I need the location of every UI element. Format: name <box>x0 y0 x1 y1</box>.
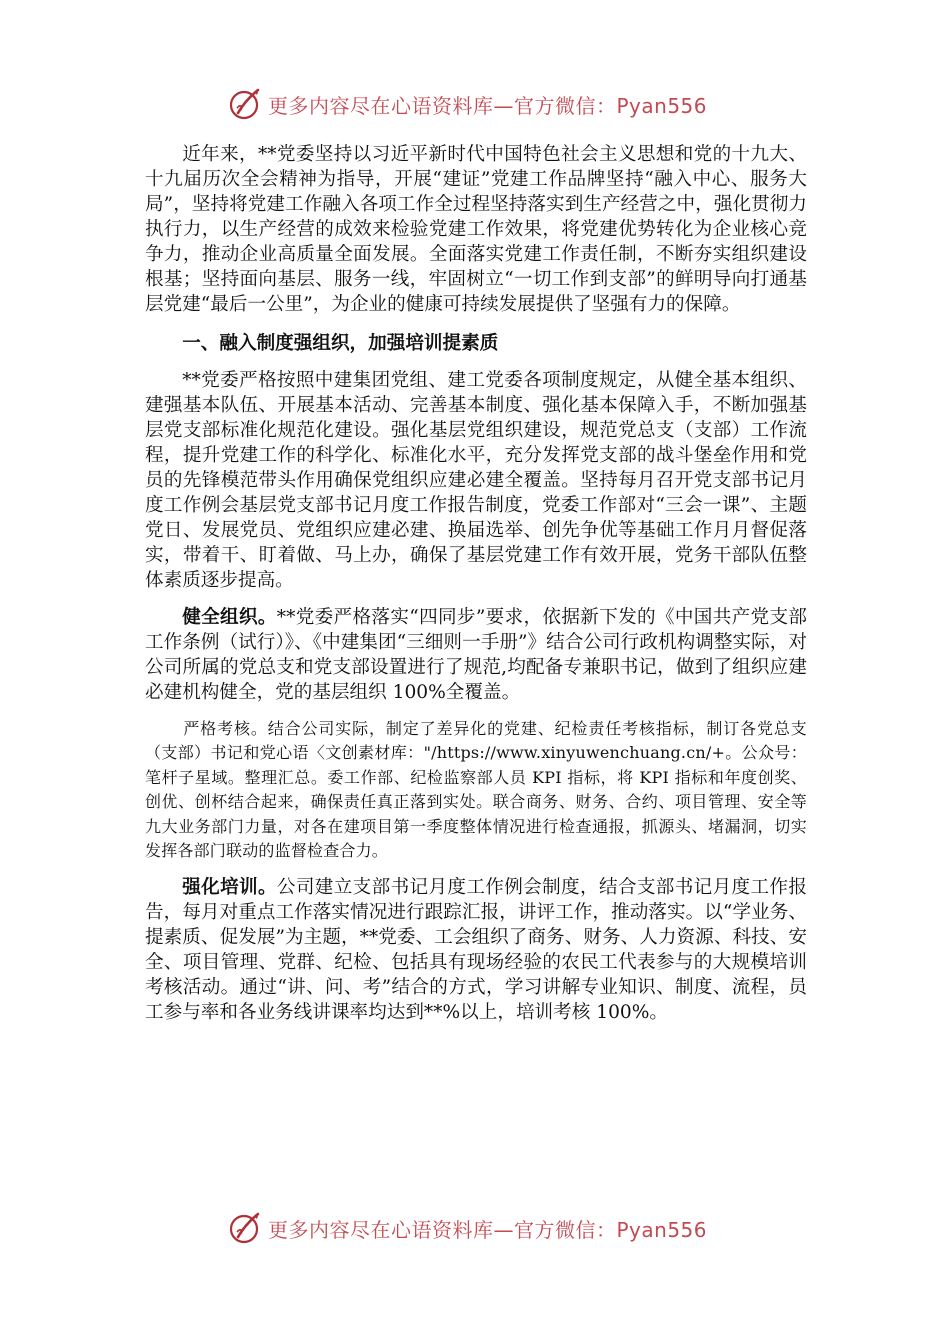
organization-lead: 健全组织。 <box>182 607 277 628</box>
intro-paragraph: 近年来，**党委坚持以习近平新时代中国特色社会主义思想和党的十九大、十九届历次全会精神为指导，开展“建证”党建工作品牌坚持“融入中心、服务大局”，坚持将党建工作融入各项工作全过程坚持落实到生产经营之中，强化贯彻力执行力，以生产经营的成效来检验党建工作效果，将党建优势转化为企业核心竞争力，推动企业高质量全面发展。全面落实党建工作责任制，不断夯实组织建设根基；坚持面向基层、服务一线，牢固树立“一切工作到支部”的鲜明导向打通基层党建“最后一公里”，为企业的健康可持续发展提供了坚强有力的保障。 <box>145 144 807 315</box>
organization-body: **党委严格落实“四同步”要求，依据新下发的《中国共产党支部工作条例（试行）》、《中建集团“三细则一手册”》结合公司行政机构调整实际，对公司所属的党总支和党支部设置进行了规范,均配备专兼职书记，做到了组织应建必建机构健全，党的基层组织 100%全覆盖。 <box>145 607 807 703</box>
training-paragraph <box>145 875 807 1025</box>
pen-logo-icon <box>228 1210 264 1246</box>
assessment-url: "/https://www.xinyuwenchuang.cn/+ <box>423 743 726 763</box>
header-watermark-banner <box>228 84 728 124</box>
assessment-paragraph <box>145 717 807 863</box>
section-paragraph: **党委严格按照中建集团党组、建工党委各项制度规定，从健全基本组织、建强基本队伍、开展基本活动、完善基本制度、强化基本保障入手，不断加强基层党支部标准化规范化建设。强化基层党组织建设，规范党总支（支部）工作流程，提升党建工作的科学化、标准化水平，充分发挥党支部的战斗堡垒作用和党员的先锋模范带头作用确保党组织应建必建全覆盖。坚持每月召开党支部书记月度工作例会基层党支部书记月度工作报告制度，党委工作部对“三会一课”、主题党日、发展党员、党组织应建必建、换届选举、创先争优等基础工作月月督促落实，带着干、盯着做、马上办，确保了基层党建工作有效开展，党务干部队伍整体素质逐步提高。 <box>145 370 807 591</box>
training-lead: 强化培训。 <box>182 877 277 899</box>
watermark-text: 更多内容尽在心语资料库—官方微信：Pyan556 <box>268 93 708 118</box>
assessment-text-2: 。公众号：笔杆子星域。整理汇总。委工作部、纪检监察部人员 KPI 指标，将 KPI 指标和年度创奖、创优、创杯结合起来，确保责任真正落到实处。联合商务、财务、合约、项目管理、安全等九大业务部门力量，对各在建项目第一季度整体情况进行检查通报，抓源头、堵漏洞，切实发挥各部门联动的监督检查合力。 <box>145 743 807 861</box>
watermark-text: 更多内容尽在心语资料库—官方微信：Pyan556 <box>268 1217 708 1242</box>
document-body <box>145 142 807 1025</box>
footer-watermark-banner <box>228 1208 728 1248</box>
assessment-text-1: 严格考核。结合公司实际，制定了差异化的党建、纪检责任考核指标，制订各党总支（支部）书记和党心语〈文创素材库： <box>145 719 807 763</box>
training-body: 公司建立支部书记月度工作例会制度，结合支部书记月度工作报告，每月对重点工作落实情况进行跟踪汇报，讲评工作，推动落实。以“学业务、提素质、促发展”为主题，**党委、工会组织了商务、财务、人力资源、科技、安全、项目管理、党群、纪检、包括具有现场经验的农民工代表参与的大规模培训考核活动。通过“讲、问、考”结合的方式，学习讲解专业知识、制度、流程，员工参与率和各业务线讲课率均达到**%以上，培训考核 100%。 <box>145 877 807 1024</box>
pen-logo-icon <box>228 86 264 122</box>
organization-paragraph <box>145 605 807 705</box>
section-heading: 一、融入制度强组织，加强培训提素质 <box>182 333 499 354</box>
